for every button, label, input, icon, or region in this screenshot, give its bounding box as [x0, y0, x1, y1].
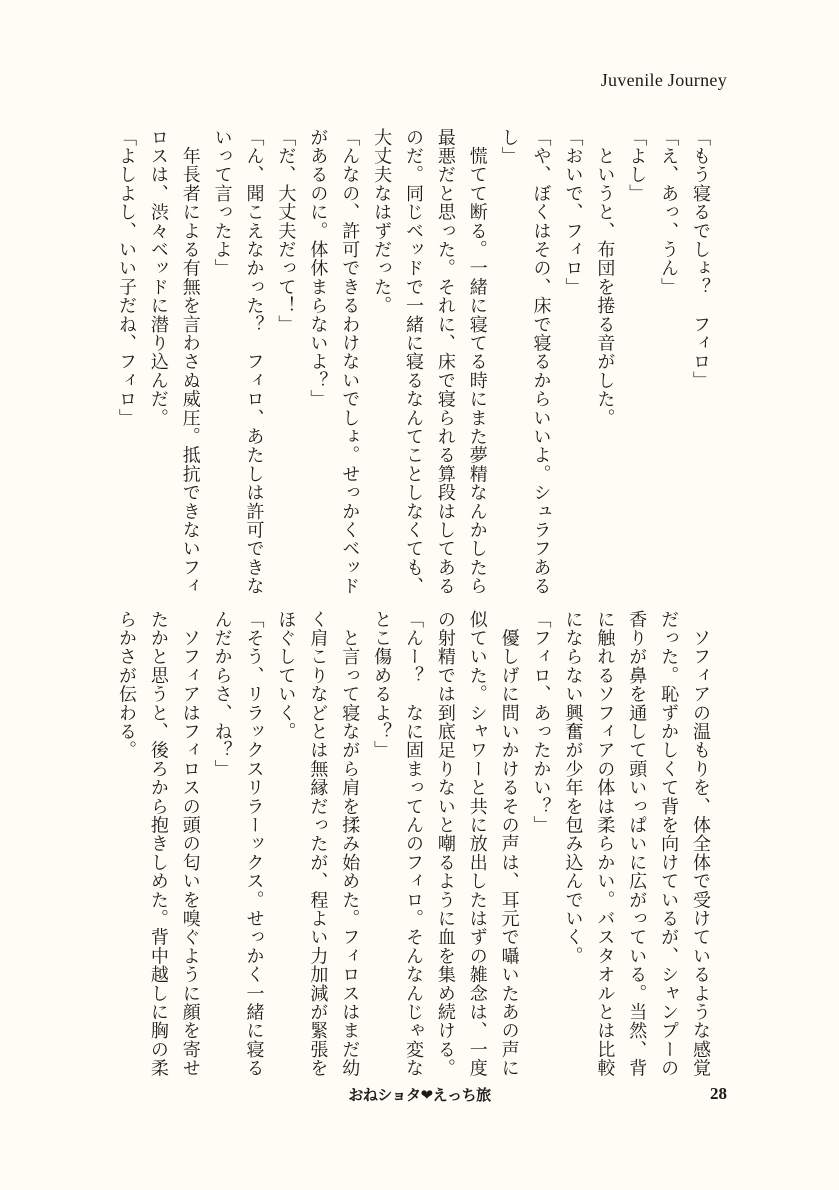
- text-line: 「んー？ なに固まってんのフィロ。そんなんじゃ変な: [402, 610, 424, 1078]
- text-line: 「え、あっ、うん」: [658, 128, 680, 297]
- text-line: 優しげに問いかけるその声は、耳元で囁いたあの声に: [498, 610, 520, 1078]
- text-line: 年長者による有無を言わさぬ威圧。抵抗できないフィ: [179, 128, 201, 596]
- footer-title-part1: おねショタ: [348, 1086, 421, 1104]
- text-line: にならない興奮が少年を包み込んでいく。: [562, 610, 584, 966]
- text-line: いって言ったよ」: [211, 128, 233, 278]
- text-line: ソフィアはフィロスの頭の匂いを嗅ぐように顔を寄せ: [179, 610, 201, 1078]
- text-line: 大丈夫なはずだった。: [371, 128, 393, 315]
- text-line: たかと思うと、後ろから抱きしめた。背中越しに胸の柔: [147, 610, 169, 1078]
- text-line: 「だ、大丈夫だって！」: [275, 128, 297, 334]
- text-line: があるのに。体休まらないよ？」: [307, 128, 329, 409]
- text-line: し」: [498, 128, 520, 166]
- page-number: 28: [710, 1084, 727, 1103]
- text-line: 「や、ぼくはその、床で寝るからいいよ。シュラフある: [530, 128, 552, 596]
- text-line: んだからさ、ね？」: [211, 610, 233, 779]
- text-line: と言って寝ながら肩を揉み始めた。フィロスはまだ幼: [339, 610, 361, 1078]
- heart-icon: ❤: [420, 1086, 433, 1104]
- text-line: 「おいで、フィロ」: [562, 128, 584, 297]
- text-line: らかさが伝わる。: [115, 610, 137, 760]
- text-line: だった。恥ずかしくて背を向けているが、シャンプーの: [658, 610, 680, 1078]
- text-line: 「ん、聞こえなかった？ フィロ、あたしは許可できな: [243, 128, 265, 596]
- text-block-top: [110, 128, 716, 596]
- footer-title-part2: えっち旅: [432, 1086, 491, 1104]
- text-line: 「んなの、許可できるわけないでしょ。せっかくベッド: [339, 128, 361, 596]
- text-line: 香りが鼻を通して頭いっぱいに広がっている。当然、背: [626, 610, 648, 1078]
- text-line: のだ。同じベッドで一緒に寝るなんてことしなくても、: [402, 128, 424, 596]
- text-line: というと、布団を捲る音がした。: [594, 128, 616, 428]
- text-line: ほぐしていく。: [275, 610, 297, 741]
- running-header: Juvenile Journey: [600, 70, 727, 90]
- text-line: の射精では到底足りないと嘲るように血を集め続ける。: [434, 610, 456, 1078]
- text-line: 似ていた。シャワーと共に放出したはずの雑念は、一度: [466, 610, 488, 1078]
- text-line: とこ傷めるよ？」: [371, 610, 393, 760]
- text-line: 「もう寝るでしょ？ フィロ」: [690, 128, 711, 390]
- text-line: く肩こりなどとは無縁だったが、程よい力加減が緊張を: [307, 610, 329, 1078]
- text-block-bottom: [110, 610, 716, 1078]
- text-line: 「よし」: [626, 128, 648, 203]
- text-line: ロスは、渋々ベッドに潜り込んだ。: [147, 128, 169, 428]
- text-line: に触れるソフィアの体は柔らかい。バスタオルとは比較: [594, 610, 616, 1078]
- text-line: 最悪だと思った。それに、床で寝られる算段はしてある: [434, 128, 456, 596]
- text-line: ソフィアの温もりを、体全体で受けているような感覚: [690, 610, 711, 1078]
- text-line: 「フィロ、あったかい？」: [530, 610, 552, 835]
- text-line: 「よしよし、いい子だね、フィロ」: [115, 128, 137, 428]
- text-line: 慌てて断る。一緒に寝てる時にまた夢精なんかしたら: [466, 128, 488, 596]
- text-line: 「そう、リラックスリラーックス。せっかく一緒に寝る: [243, 610, 265, 1078]
